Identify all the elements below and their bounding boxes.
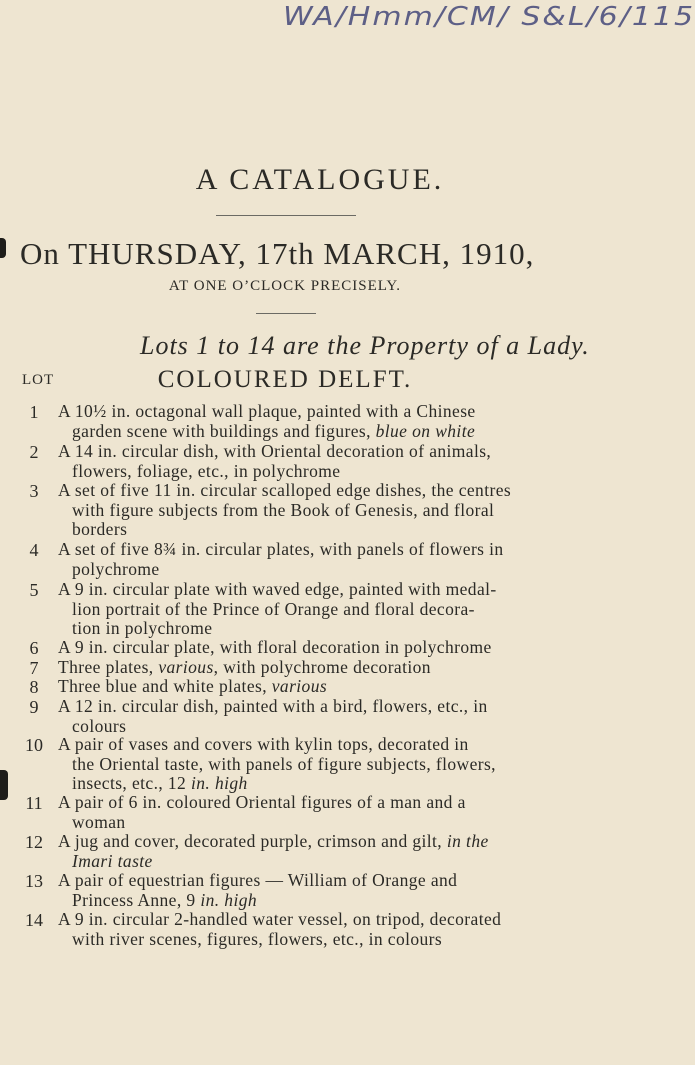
lot-number: 13: [25, 871, 43, 891]
binding-mark: [0, 238, 6, 258]
lot-description: [58, 658, 508, 678]
lot-number: 10: [25, 735, 43, 755]
description-line: [58, 910, 508, 930]
text-run: A pair of equestrian figures — William of Orange and: [58, 870, 458, 890]
lot-description: [58, 735, 508, 794]
text-run: Princess Anne, 9: [72, 889, 201, 910]
lot-description: [58, 638, 508, 658]
text-run: Three blue and white plates,: [58, 676, 272, 696]
text-run: A 9 in. circular plate with waved edge, painted with medal-: [58, 579, 497, 599]
lot-description: [58, 832, 508, 871]
description-line: [58, 658, 508, 678]
sale-time: AT ONE O’CLOCK PRECISELY.: [168, 278, 402, 294]
text-run: lion portrait of the Prince of Orange and floral decora-: [72, 598, 475, 619]
italic-text: various: [271, 676, 328, 696]
text-run: A pair of vases and covers with kylin tops, decorated in: [58, 734, 469, 754]
lot-description: [58, 442, 508, 481]
description-line: [58, 852, 508, 872]
description-line: [58, 774, 508, 794]
text-run: with figure subjects from the Book of Genesis, and floral: [72, 499, 495, 520]
text-run: woman: [72, 811, 126, 832]
text-run: A 9 in. circular plate, with floral decoration in polychrome: [58, 637, 492, 657]
text-run: A pair of 6 in. coloured Oriental figures of a man and a: [58, 792, 466, 812]
description-line: [58, 422, 508, 442]
italic-text: in. high: [200, 889, 258, 910]
description-line: [58, 480, 512, 501]
italic-text: in. high: [190, 773, 248, 793]
lot-number: 6: [29, 638, 39, 658]
lot-description: [58, 540, 508, 579]
italic-text: Imari taste: [72, 850, 153, 871]
text-run: tion in polychrome: [72, 618, 213, 638]
description-line: [58, 600, 508, 620]
italic-text: blue on white: [375, 420, 476, 441]
text-run: polychrome: [72, 558, 160, 579]
description-line: [58, 442, 508, 462]
description-line: [58, 677, 508, 697]
lot-number: 8: [29, 677, 39, 697]
description-line: [58, 891, 508, 911]
text-run: garden scene with buildings and figures,: [72, 420, 376, 441]
lot-description: [58, 910, 508, 949]
text-run: , with polychrome decoration: [213, 657, 431, 677]
lot-description: [58, 697, 508, 736]
description-line: [58, 560, 508, 580]
text-run: insects, etc., 12: [72, 773, 191, 793]
archive-reference-annotation: WA/Hmm/CM/ S&L/6/115: [283, 2, 695, 32]
lot-number: 9: [29, 697, 39, 717]
text-run: A 14 in. circular dish, with Oriental decoration of animals,: [58, 441, 492, 461]
text-run: A 10½ in. octagonal wall plaque, painted with a Chinese: [58, 401, 476, 421]
sale-date: On THURSDAY, 17th MARCH, 1910,: [20, 236, 535, 271]
text-run: A set of five 11 in. circular scalloped edge dishes, the centres: [58, 480, 512, 500]
description-line: [58, 871, 508, 891]
lot-number: 11: [25, 793, 43, 813]
italic-text: in the: [446, 831, 489, 851]
property-note: Lots 1 to 14 are the Property of a Lady.: [140, 331, 590, 360]
text-run: borders: [72, 519, 128, 539]
description-line: [58, 501, 508, 521]
lot-number: 14: [25, 910, 43, 930]
lot-description: [58, 480, 512, 540]
italic-text: various: [158, 657, 214, 677]
description-line: [58, 580, 508, 600]
description-line: [58, 697, 508, 717]
lot-description: [58, 402, 508, 441]
text-run: A 12 in. circular dish, painted with a bird, flowers, etc., in: [58, 696, 488, 716]
lot-number: 1: [29, 402, 39, 422]
binding-mark: [0, 770, 8, 800]
lot-number: 2: [29, 442, 39, 462]
text-run: the Oriental taste, with panels of figure subjects, flowers,: [72, 753, 496, 774]
text-run: A 9 in. circular 2-handled water vessel, on tripod, decorated: [58, 909, 502, 929]
text-run: flowers, foliage, etc., in polychrome: [72, 460, 341, 481]
catalogue-title: A CATALOGUE.: [195, 163, 445, 196]
description-line: [58, 619, 508, 639]
title-rule: [216, 215, 356, 216]
text-run: colours: [72, 715, 127, 736]
lot-number: 4: [29, 540, 39, 560]
description-line: [58, 813, 508, 833]
divider-rule: [256, 313, 316, 314]
description-line: [58, 930, 508, 950]
description-line: [58, 793, 508, 813]
description-line: [58, 540, 508, 560]
description-line: [58, 462, 508, 482]
lot-description: [58, 677, 508, 697]
text-run: with river scenes, figures, flowers, etc., in colours: [72, 928, 443, 949]
lot-number: 7: [29, 658, 39, 678]
section-heading: COLOURED DELFT.: [157, 366, 413, 393]
lot-column-heading: LOT: [22, 372, 55, 388]
lot-number: 12: [25, 832, 43, 852]
description-line: [58, 832, 508, 852]
text-run: A jug and cover, decorated purple, crimson and gilt,: [58, 831, 447, 851]
lot-number: 3: [29, 481, 39, 501]
lot-number: 5: [29, 580, 39, 600]
description-line: [58, 520, 508, 540]
lot-description: [58, 871, 508, 910]
lot-description: [58, 580, 508, 639]
description-line: [58, 402, 508, 422]
description-line: [58, 638, 508, 658]
description-line: [58, 735, 508, 755]
description-line: [58, 755, 508, 775]
text-run: A set of five 8¾ in. circular plates, with panels of flowers in: [58, 539, 504, 559]
lot-description: [58, 793, 508, 832]
text-run: Three plates,: [58, 657, 159, 677]
